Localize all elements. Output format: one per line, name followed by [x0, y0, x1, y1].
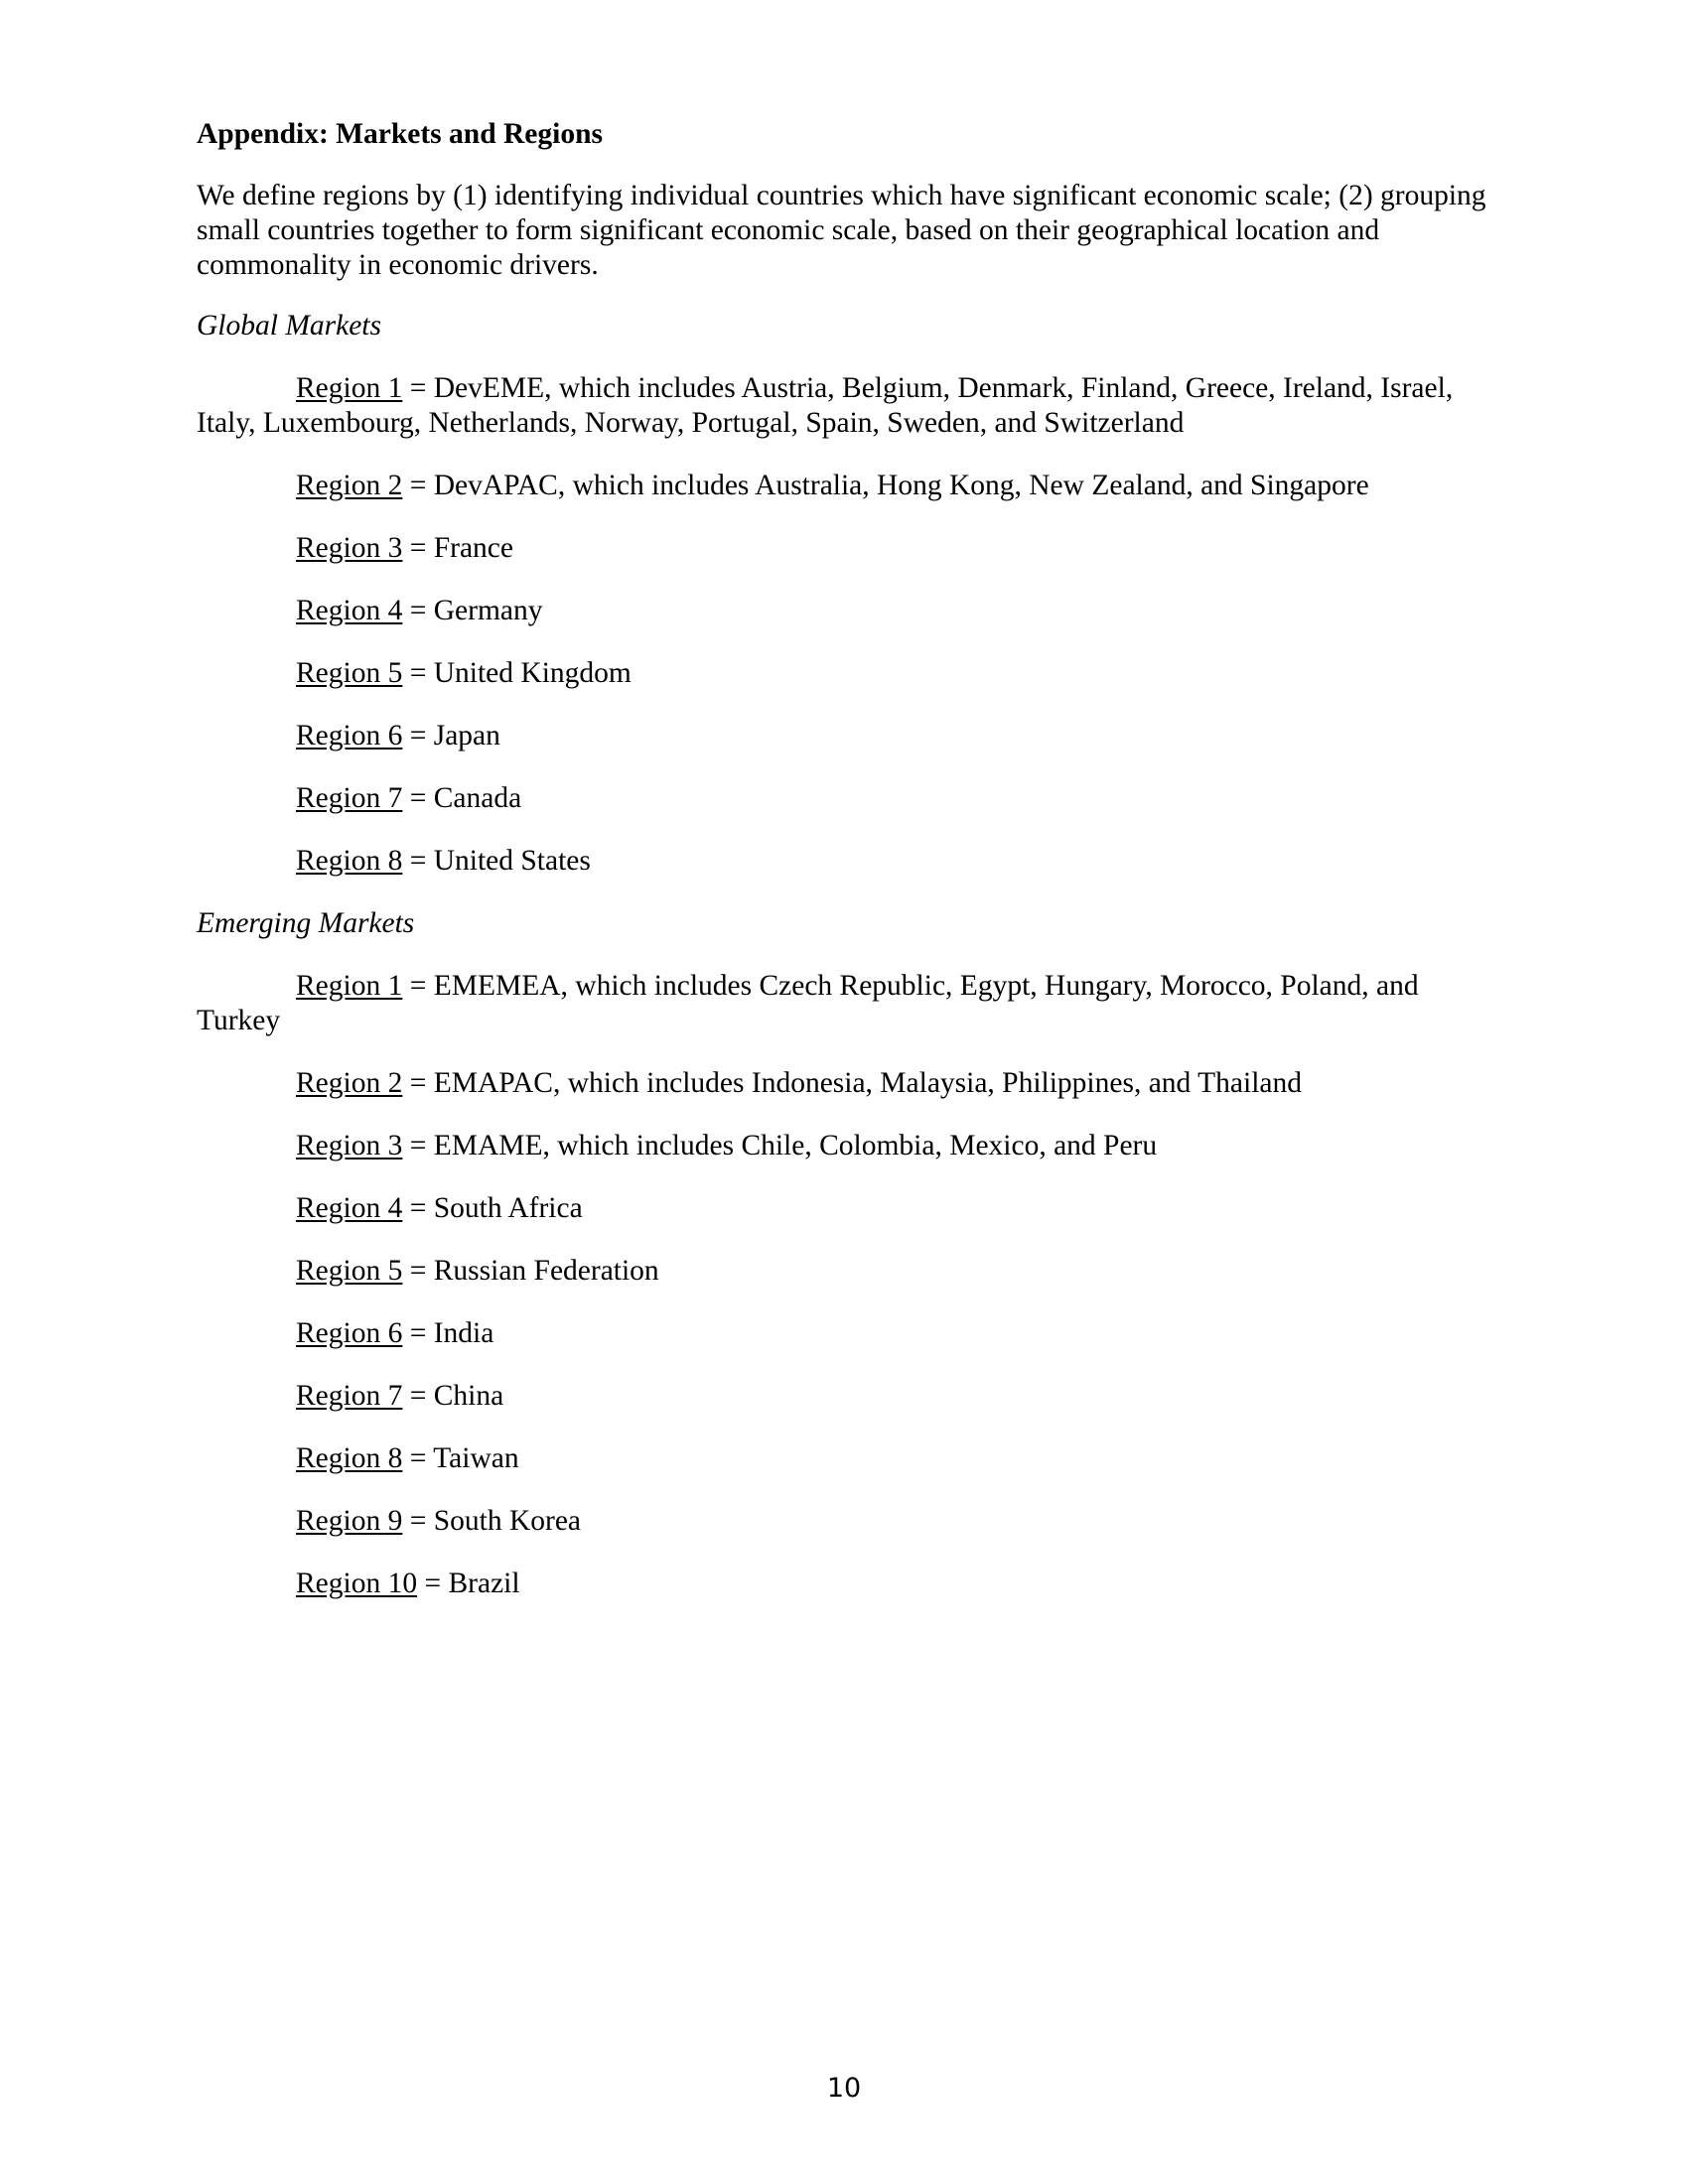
region-label: Region 1 — [296, 970, 403, 1002]
region-text: = EMEMEA, which includes Czech Republic, Egypt, Hungary, Morocco, Poland, and Turkey — [197, 970, 1419, 1036]
emerging-markets-title: Emerging Markets — [197, 907, 415, 939]
page-number: 10 — [826, 2073, 862, 2104]
region-text: = Russian Federation — [402, 1255, 659, 1287]
emerging-region-9 — [197, 1504, 1487, 1539]
emerging-region-7 — [197, 1379, 1487, 1414]
emerging-region-5 — [197, 1254, 1487, 1289]
region-text: = Taiwan — [402, 1442, 519, 1474]
region-text: = Japan — [402, 720, 500, 751]
region-label: Region 8 — [296, 1442, 403, 1474]
region-text: = India — [402, 1317, 494, 1349]
region-label: Region 7 — [296, 782, 403, 814]
global-region-3 — [197, 531, 1487, 566]
region-label: Region 6 — [296, 720, 403, 751]
region-text: = South Korea — [402, 1505, 582, 1537]
region-label: Region 8 — [296, 845, 403, 877]
global-region-1 — [197, 371, 1487, 441]
region-label: Region 3 — [296, 532, 403, 564]
region-text: = Brazil — [417, 1568, 520, 1599]
emerging-region-10 — [197, 1567, 1487, 1601]
region-label: Region 7 — [296, 1380, 403, 1412]
global-region-2 — [197, 469, 1487, 503]
global-region-8 — [197, 844, 1487, 879]
page-title: Appendix: Markets and Regions — [197, 118, 603, 150]
region-label: Region 6 — [296, 1317, 403, 1349]
region-text: = South Africa — [402, 1192, 583, 1224]
region-label: Region 5 — [296, 1255, 403, 1287]
region-label: Region 10 — [296, 1568, 418, 1599]
emerging-region-4 — [197, 1191, 1487, 1226]
region-label: Region 9 — [296, 1505, 403, 1537]
region-text: = EMAPAC, which includes Indonesia, Malaysia, Philippines, and Thailand — [402, 1067, 1302, 1099]
region-text: = France — [402, 532, 513, 564]
emerging-region-2 — [197, 1066, 1487, 1101]
global-markets-title: Global Markets — [197, 310, 381, 341]
region-label: Region 4 — [296, 1192, 403, 1224]
global-region-5 — [197, 656, 1487, 691]
region-text: = United Kingdom — [402, 657, 632, 689]
region-label: Region 2 — [296, 470, 403, 501]
global-region-7 — [197, 781, 1487, 816]
region-label: Region 3 — [296, 1130, 403, 1161]
region-text: = Germany — [402, 595, 543, 626]
region-label: Region 4 — [296, 595, 403, 626]
region-text: = United States — [402, 845, 591, 877]
region-text: = Canada — [402, 782, 522, 814]
region-text: = DevAPAC, which includes Australia, Hong Kong, New Zealand, and Singapore — [402, 470, 1369, 501]
emerging-region-8 — [197, 1441, 1487, 1476]
region-label: Region 1 — [296, 372, 403, 404]
region-text: = EMAME, which includes Chile, Colombia, Mexico, and Peru — [402, 1130, 1158, 1161]
emerging-region-1 — [197, 969, 1487, 1038]
emerging-region-3 — [197, 1129, 1487, 1163]
region-label: Region 5 — [296, 657, 403, 689]
global-region-6 — [197, 719, 1487, 753]
emerging-region-6 — [197, 1316, 1487, 1351]
intro-paragraph: We define regions by (1) identifying individual countries which have significant economic scale; (2) grouping small countries together to form significant economic scale, based on their geographical location and commonality in economic drivers. — [197, 180, 1486, 281]
region-text: = DevEME, which includes Austria, Belgium, Denmark, Finland, Greece, Ireland, Israel, Italy, Luxembourg, Netherlands, Norway, Portugal, Spain, Sweden, and Switzerland — [197, 372, 1454, 439]
region-text: = China — [402, 1380, 504, 1412]
global-region-4 — [197, 594, 1487, 628]
document-page — [197, 117, 1487, 1629]
region-label: Region 2 — [296, 1067, 403, 1099]
